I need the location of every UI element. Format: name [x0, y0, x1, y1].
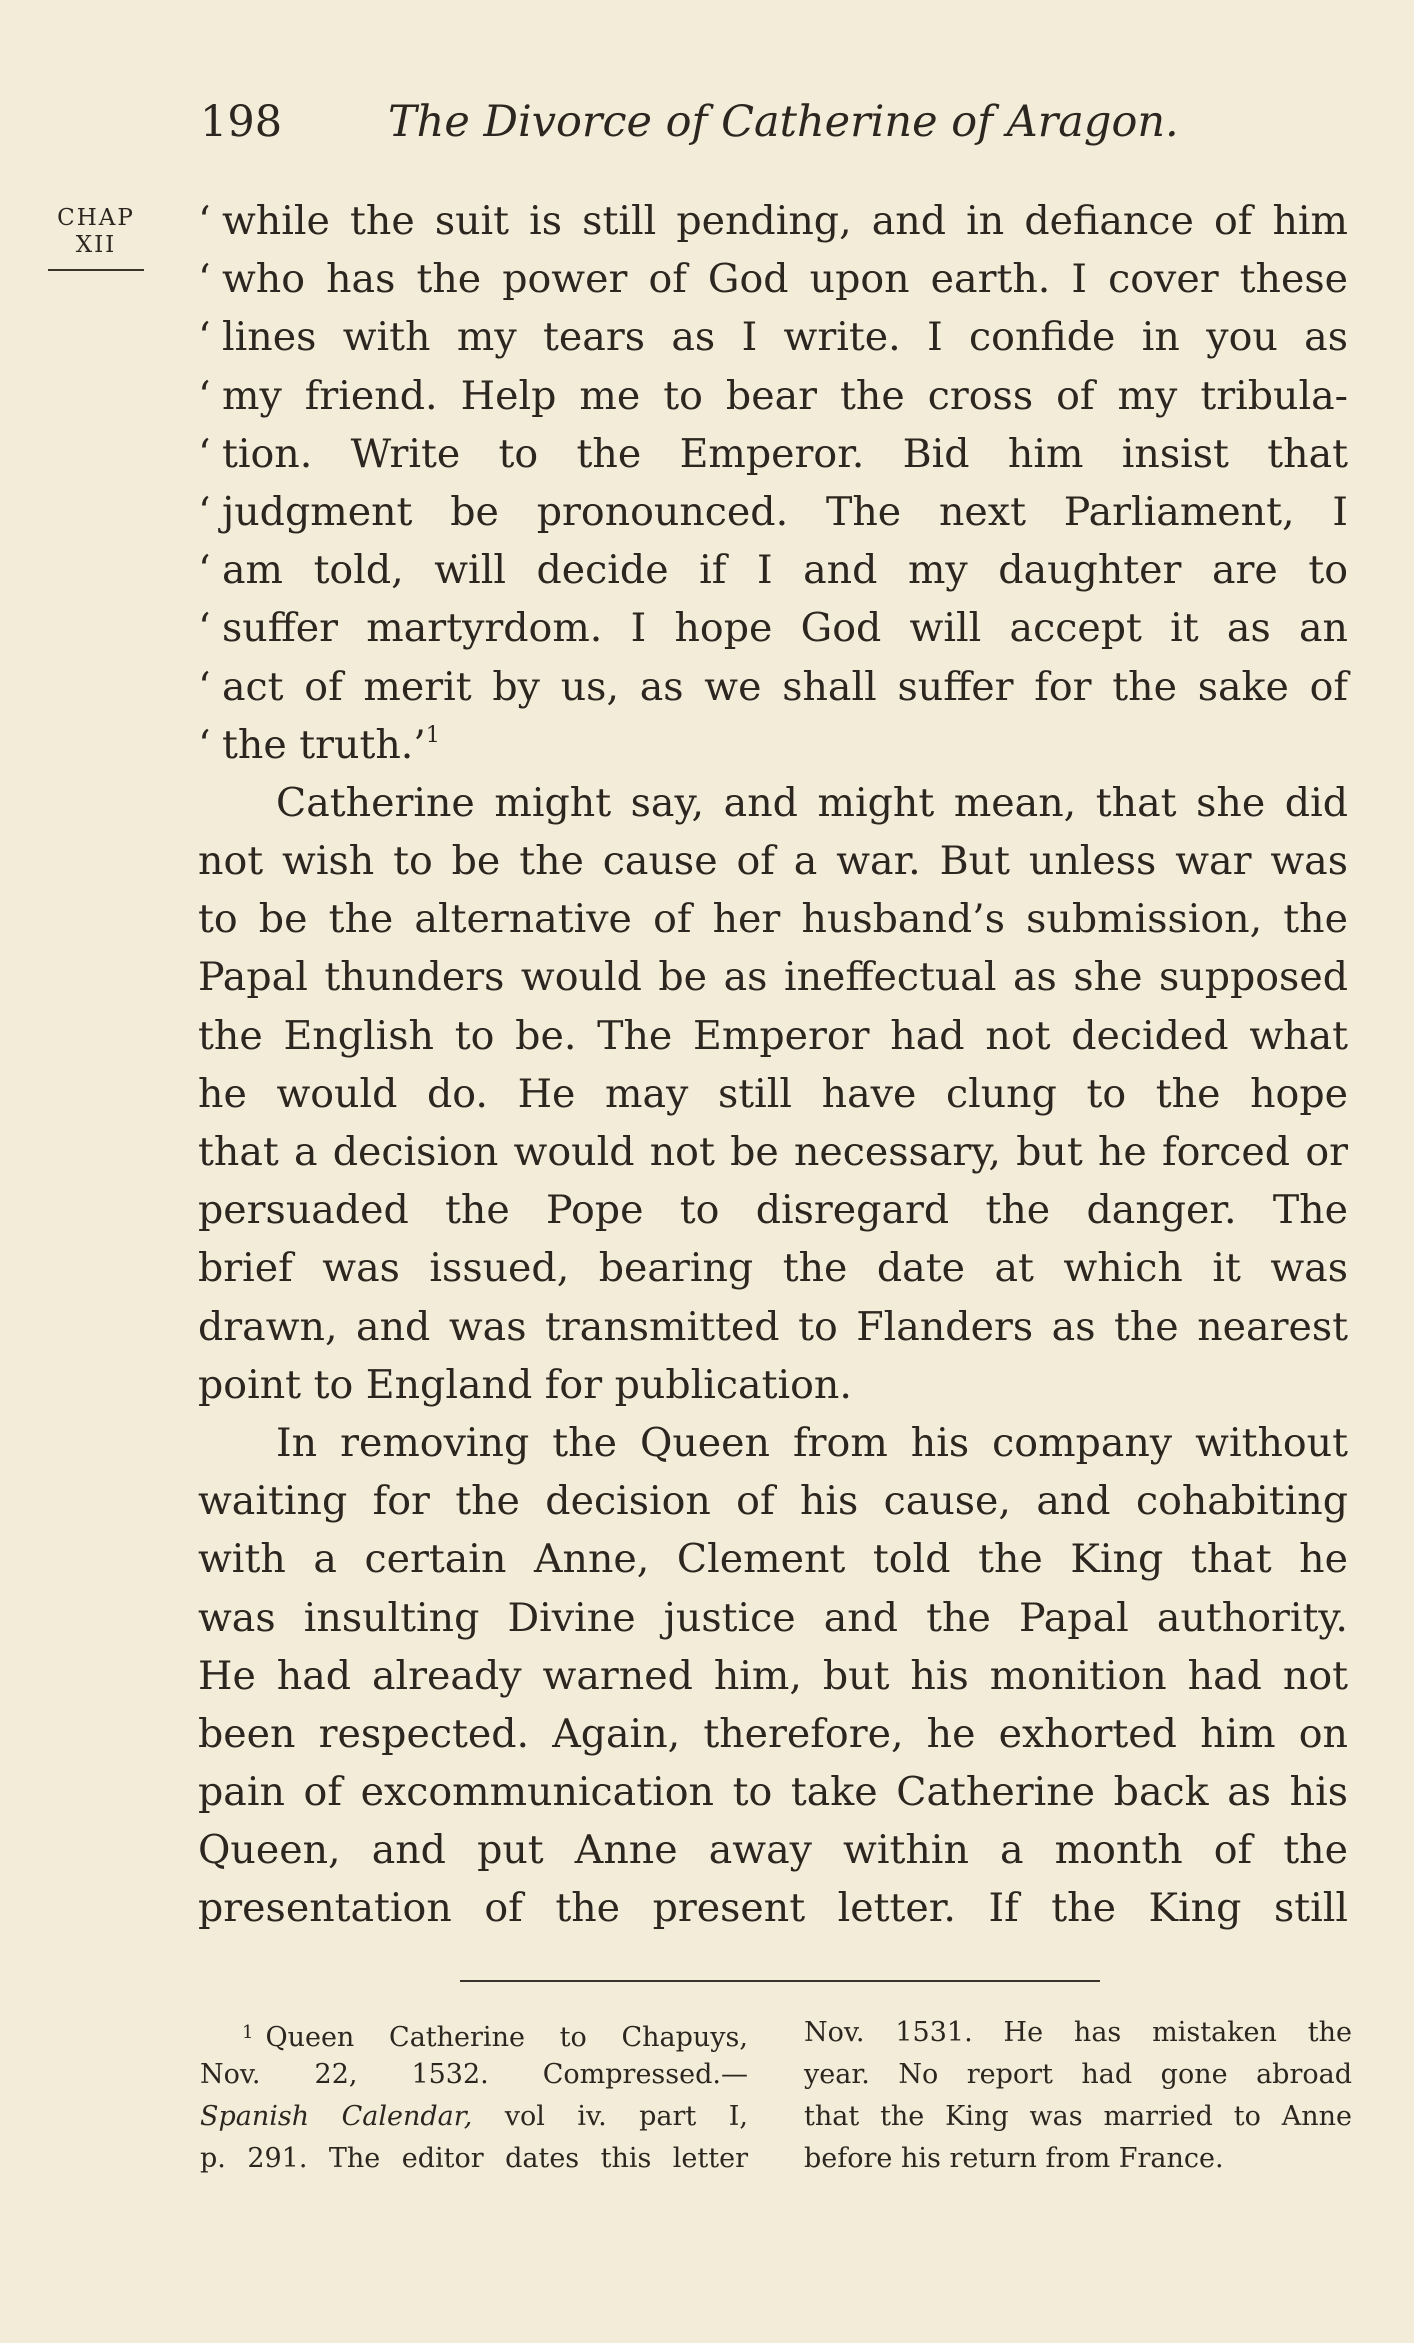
footnote-line: year. No report had gone abroad: [804, 2059, 1352, 2090]
text-line: that a decision would not be necessary, but he forced or: [198, 1129, 1348, 1175]
text-line: ‘ am told, will decide if I and my daughter are to: [198, 541, 1348, 599]
footnote-line: Nov. 1531. He has mistaken the: [804, 2017, 1352, 2048]
text-line: Queen, and put Anne away within a month of the: [198, 1827, 1348, 1874]
chapter-number: XII: [75, 232, 117, 258]
text-line: waiting for the decision of his cause, and cohabiting: [198, 1478, 1348, 1525]
text-line-content: the truth.’: [222, 721, 426, 768]
body-text: [198, 192, 1348, 1938]
text-line: brief was issued, bearing the date at which it was: [198, 1245, 1348, 1292]
text-line: was insulting Divine justice and the Papal authority.: [198, 1594, 1348, 1641]
footnote-line-text: vol iv. part I,: [472, 2101, 748, 2132]
footnote-marker: 1: [242, 2022, 254, 2043]
text-line: ‘ who has the power of God upon earth. I cover these: [198, 250, 1348, 308]
margin-rule: [48, 269, 144, 271]
footnote-column-right: [804, 2012, 1352, 2180]
text-line: He had already warned him, but his monition had not: [198, 1652, 1348, 1699]
text-line: he would do. He may still have clung to the hope: [198, 1070, 1348, 1117]
text-line: ‘ lines with my tears as I write. I confide in you as: [198, 308, 1348, 366]
footnote-reference: 1: [425, 722, 440, 748]
text-line: point to England for publication.: [198, 1361, 852, 1408]
text-line: ‘ while the suit is still pending, and in defiance of him: [198, 192, 1348, 250]
page-number: 198: [200, 97, 283, 147]
footnote-line: that the King was married to Anne: [804, 2101, 1352, 2132]
text-line: the English to be. The Emperor had not decided what: [198, 1012, 1348, 1059]
text-line: Catherine might say, and might mean, that she did: [276, 779, 1348, 826]
text-line: In removing the Queen from his company without: [276, 1419, 1348, 1466]
text-line: ‘ judgment be pronounced. The next Parliament, I: [198, 483, 1348, 541]
text-line: been respected. Again, therefore, he exhorted him on: [198, 1710, 1348, 1757]
text-line: ‘ my friend. Help me to bear the cross of my tribula-: [198, 367, 1348, 425]
footnote-line: Nov. 22, 1532. Compressed.—: [200, 2059, 748, 2090]
text-line: to be the alternative of her husband’s submission, the: [198, 896, 1348, 943]
text-line: presentation of the present letter. If the King still: [198, 1885, 1348, 1932]
footnote-column-left: [200, 2012, 748, 2180]
footnote-line-text: Queen Catherine to Chapuys,: [265, 2022, 748, 2053]
footnote-rule: [460, 1980, 1100, 1982]
footnote-line: before his return from France.: [804, 2143, 1224, 2174]
text-line: drawn, and was transmitted to Flanders as the nearest: [198, 1303, 1348, 1350]
running-head: [200, 92, 1350, 152]
text-line: [198, 716, 1348, 774]
text-line: persuaded the Pope to disregard the danger. The: [198, 1187, 1348, 1234]
text-line: ‘ suffer martyrdom. I hope God will accept it as an: [198, 599, 1348, 657]
text-line: ‘ tion. Write to the Emperor. Bid him insist that: [198, 425, 1348, 483]
running-title: The Divorce of Catherine of Aragon.: [388, 97, 1179, 147]
footnote-line: [200, 2012, 748, 2054]
footnote-source-title: Spanish Calendar,: [200, 2101, 473, 2132]
text-line: Papal thunders would be as ineffectual as she supposed: [198, 954, 1348, 1001]
chapter-margin-note: [46, 205, 146, 271]
text-line: with a certain Anne, Clement told the King that he: [198, 1536, 1348, 1583]
footnote-line: [200, 2096, 748, 2138]
text-line: pain of excommunication to take Catherine back as his: [198, 1769, 1348, 1816]
footnote-line: p. 291. The editor dates this letter: [200, 2143, 748, 2174]
chapter-label: CHAP: [57, 205, 135, 231]
text-line: ‘ act of merit by us, as we shall suffer for the sake of: [198, 658, 1348, 716]
text-line: not wish to be the cause of a war. But unless war was: [198, 838, 1348, 885]
